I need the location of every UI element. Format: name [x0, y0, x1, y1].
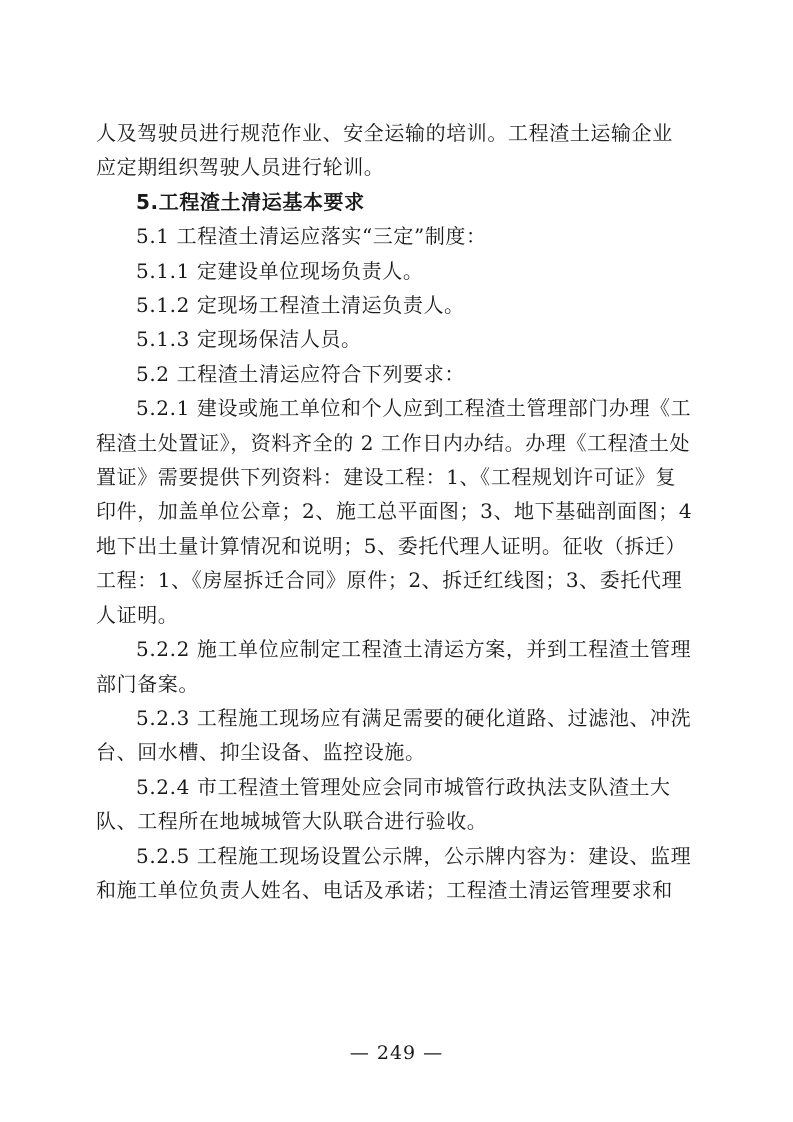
clause-5-1-3: 5.1.3 定现场保洁人员。 [136, 327, 362, 352]
page-number: — 249 — [349, 1042, 444, 1064]
section-heading: 5.工程渣土清运基本要求 [136, 189, 365, 214]
text-line: 置证》需要提供下列资料：建设工程：1、《工程规划许可证》复 [96, 465, 677, 490]
text-line: 程渣土处置证》，资料齐全的 2 工作日内办结。办理《工程渣土处 [96, 430, 691, 455]
text-line: 和施工单位负责人姓名、电话及承诺；工程渣土清运管理要求和 [96, 877, 673, 902]
text-line: 队、工程所在地城城管大队联合进行验收。 [96, 809, 488, 834]
text-line: 部门备案。 [96, 671, 199, 696]
clause-5-2-1: 5.2.1 建设或施工单位和个人应到工程渣土管理部门办理《工 [136, 396, 692, 421]
text-line: 人证明。 [96, 602, 179, 627]
clause-5-2-4: 5.2.4 市工程渣土管理处应会同市城管行政执法支队渣土大 [136, 774, 671, 799]
text-line: 人及驾驶员进行规范作业、安全运输的培训。工程渣土运输企业 [96, 121, 673, 145]
clause-5-2-3: 5.2.3 工程施工现场应有满足需要的硬化道路、过滤池、冲洗 [136, 705, 692, 730]
text-line: 工程：1、《房屋拆迁合同》原件；2、拆迁红线图；3、委托代理 [96, 568, 683, 593]
clause-5-1: 5.1 工程渣土清运应落实“三定”制度： [136, 224, 487, 249]
clause-5-1-1: 5.1.1 定建设单位现场负责人。 [136, 258, 424, 283]
clause-5-1-2: 5.1.2 定现场工程渣土清运负责人。 [136, 293, 465, 318]
text-line: 应定期组织驾驶人员进行轮训。 [96, 155, 385, 180]
clause-5-2: 5.2 工程渣土清运应符合下列要求： [136, 361, 465, 386]
document-body [96, 116, 700, 907]
text-line: 地下出土量计算情况和说明；5、委托代理人证明。征收（拆迁） [96, 533, 687, 558]
text-line: 印件，加盖单位公章；2、施工总平面图；3、地下基础剖面图；4 [96, 499, 693, 524]
clause-5-2-5: 5.2.5 工程施工现场设置公示牌，公示牌内容为：建设、监理 [136, 843, 692, 868]
text-line: 台、回水槽、抑尘设备、监控设施。 [96, 740, 426, 765]
clause-5-2-2: 5.2.2 施工单位应制定工程渣土清运方案，并到工程渣土管理 [136, 637, 692, 662]
